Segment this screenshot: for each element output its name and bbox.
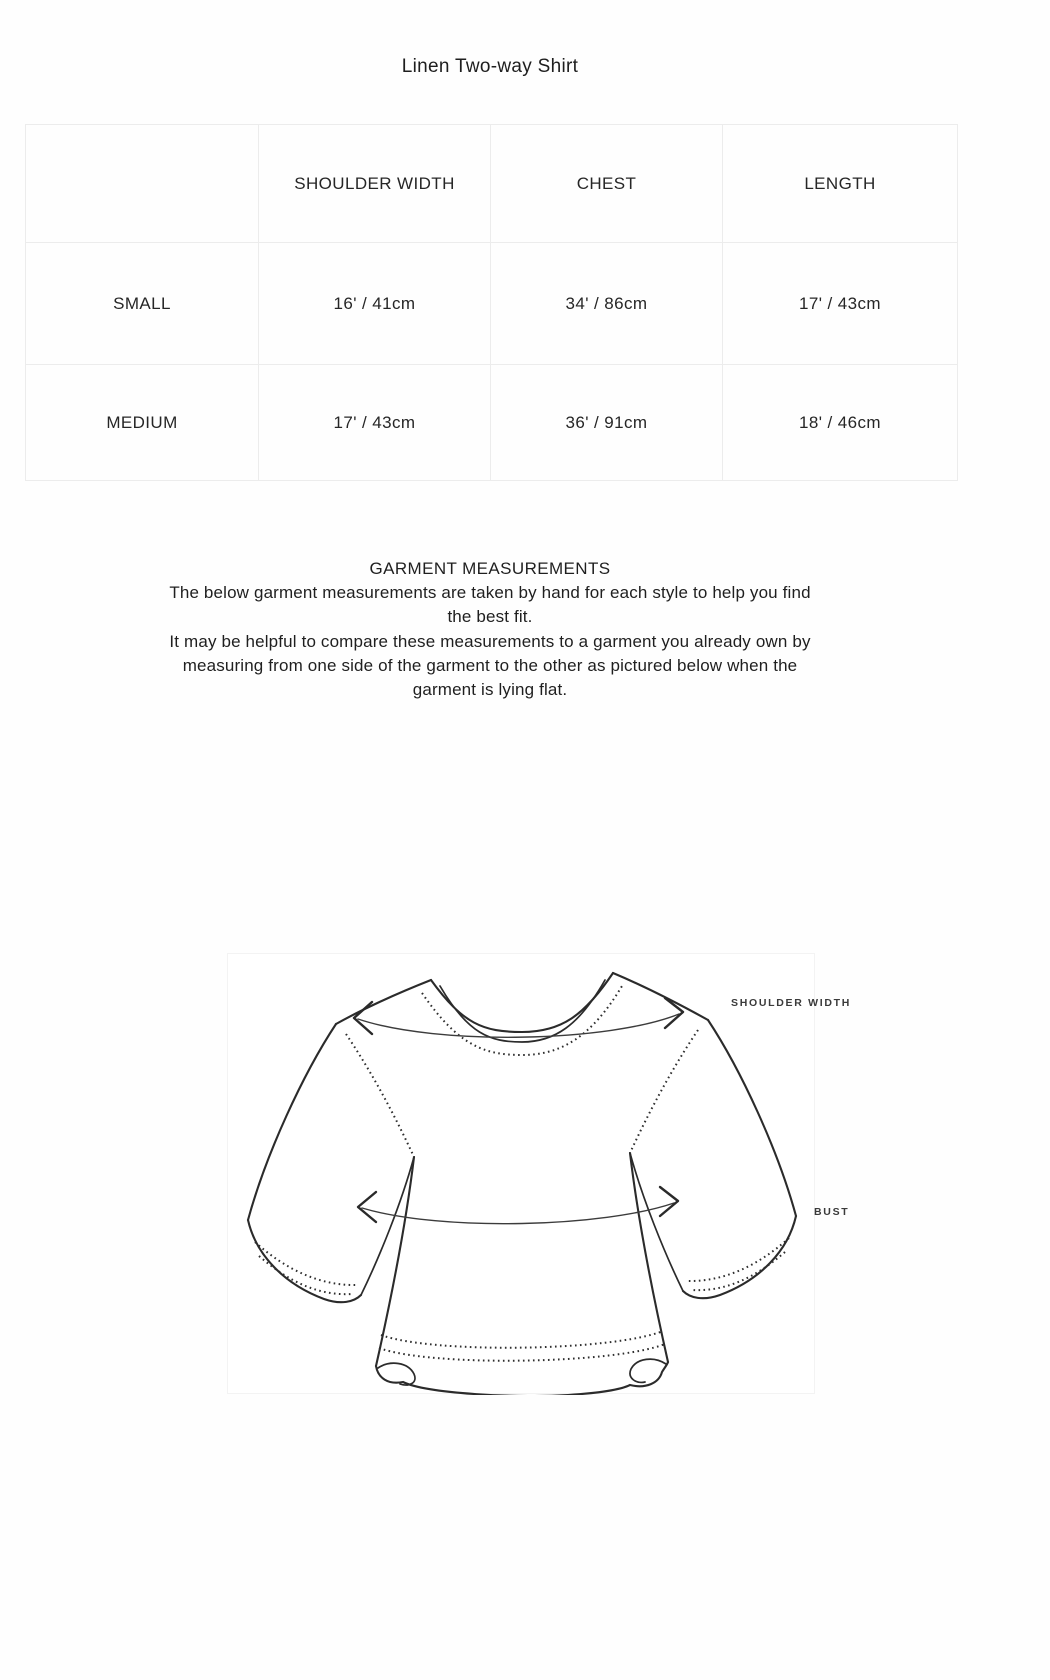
small-shoulder-width-value: 16' / 41cm	[259, 243, 491, 365]
header-empty-cell	[26, 125, 259, 243]
bust-label: BUST	[814, 1206, 850, 1218]
shoulder-width-label: SHOULDER WIDTH	[731, 997, 852, 1009]
size-label-small: SMALL	[26, 243, 259, 365]
measurements-text-line: measuring from one side of the garment to the other as pictured below when the	[182, 655, 798, 675]
medium-chest-value: 36' / 91cm	[491, 365, 723, 481]
table-row-medium	[26, 365, 958, 481]
header-shoulder-width: SHOULDER WIDTH	[259, 125, 491, 243]
header-length: LENGTH	[723, 125, 958, 243]
medium-length-value: 18' / 46cm	[723, 365, 958, 481]
small-length-value: 17' / 43cm	[723, 243, 958, 365]
shirt-sketch	[228, 954, 816, 1395]
measurements-text-line: the best fit.	[447, 607, 533, 627]
measurements-text-line: garment is lying flat.	[412, 680, 568, 700]
size-table-header-row	[26, 125, 958, 243]
header-chest: CHEST	[491, 125, 723, 243]
measurements-text-line: It may be helpful to compare these measurements to a garment you already own by	[169, 631, 811, 651]
small-chest-value: 34' / 86cm	[491, 243, 723, 365]
size-table	[25, 124, 958, 481]
table-row-small	[26, 243, 958, 365]
measurements-text-line: The below garment measurements are taken by hand for each style to help you find	[169, 583, 811, 602]
page-title: Linen Two-way Shirt	[401, 56, 579, 77]
medium-shoulder-width-value: 17' / 43cm	[259, 365, 491, 481]
size-label-medium: MEDIUM	[26, 365, 259, 481]
section-heading: GARMENT MEASUREMENTS	[369, 559, 611, 578]
garment-diagram	[227, 953, 852, 1394]
garment-measurements-section	[24, 557, 956, 702]
